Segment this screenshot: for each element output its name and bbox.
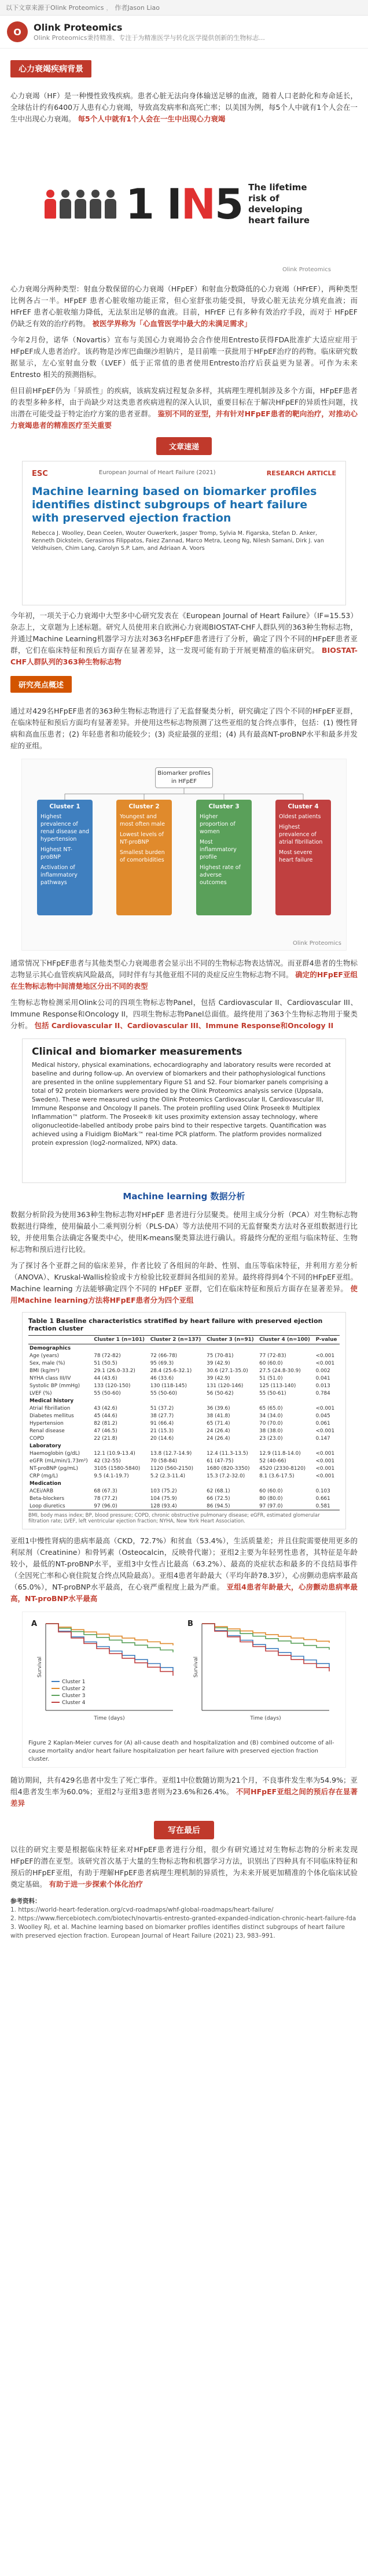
paragraph: 生物标志物检测采用Olink公司的四项生物标志物Panel，包括 Cardiovascular II、Cardiovascular III、Immune Response和Oncology II，四项生物标志物Panel总面值。最终使用了363个生物标志物用于聚类分析。 包括 Cardiovascular II、Cardiovascular III、Immune Response和Oncology II	[10, 998, 358, 1030]
paragraph: 以往的研究主要是根据临床特征来对HFpEF患者进行分组，很少有研究通过对生物标志物的分析来发现HFpEF的潜在亚型。该研究首次基于大量的生物标志物和机器学习方法，识别出了四种具有不同临床特征和预后的HFpEF亚组，有助于理解HFpEF患者病理生理机制的异质性，为未来开展更加精准的个体化临床试验奠定基础。 有助于进一步探索个体化治疗	[10, 1845, 358, 1888]
hero-ratio: 1 IN5	[125, 180, 243, 228]
account-avatar[interactable]: O	[7, 21, 28, 42]
excerpt-text: Medical history, physical examinations, echocardiography and laboratory results were recorded at baseline and during follow-up. An overview of biomarkers and their pathophysiological functions are presented in the online supplementary Figure S1 and S2. Four biomarker panels comprising a total of 92 protein biomarkers were provided by the Olink Proteomics analysis service (Uppsala, Sweden). These were measured using the Olink Proteomics Cardiovascular II, Cardiovascular III, Immune Response and Oncology II panels. The protein profiling used Olink Proseek® Multiplex Inflammation™ platform. The Proseek® kit uses proximity extension assay technology, where oligonucleotide-labelled antibody probe pairs bind to their respective targets. Quantification was achieved using a Fluidigm BioMark™ real-time PCR platform. The platform provides normalized protein expression (log2-normalized, NPX) data.	[32, 1062, 331, 1147]
x-axis-label: Time (days)	[250, 1716, 281, 1721]
section-heading-paper: 文章速递	[10, 437, 358, 455]
table-row: COPD 22 (21.8) 20 (14.6) 24 (26.4) 23 (23.0) 0.147	[30, 1435, 330, 1442]
paper-header-image	[22, 461, 346, 605]
paragraph: 心力衰竭分两种类型：射血分数保留的心力衰竭（HFpEF）和射血分数降低的心力衰竭（HFrEF），两种类型比例各占一半。HFpEF 患者心脏收缩功能正常，但心室舒张功能受损，导致心脏无法充分填充血液；而 HFrEF 患者心脏收缩力降低，无法泵出足够的血液。目前，HFrEF 已有多种有效治疗手段，而对于 HFpEF 仍缺乏有效的治疗药物。 被医学界称为「心血管医学中最大的未满足需求」	[10, 284, 358, 328]
paragraph: 亚组1中慢性肾病的患病率最高（CKD，72.7%）和贫血（53.4%），生活质量差；并且住院需要使用更多的利尿剂（Creatinine）和骨钙素（Osteocalcin，反映骨代谢）；亚组2主要为年轻男性患者，其特征是年龄较小，最低的NT-proBNP水平，亚组3中女性占比最高（63.2%）、最高的炎症状态和最多的不良结局事件（全因死亡率和心衰住院复合终点风险最高）。亚组4患者年龄最大（平均年龄78.3岁），心房颤动患病率最高（65.0%），NT-proBNP水平最高，在心衰严重程度上最为严重。 亚组4患者年龄最大，心房颤动患病率最高，NT-proBNP水平最高	[10, 1536, 358, 1603]
journal-name: European Journal of Heart Failure (2021)	[98, 470, 216, 476]
account-name[interactable]: Olink Proteomics	[34, 21, 123, 33]
cluster-2-box: Cluster 2 Youngest and most often male Lowest levels of NT-proBNP Smallest burden of comorbidities	[116, 800, 172, 915]
km-figure-image	[22, 1612, 346, 1768]
reference-item[interactable]: 1. https://world-heart-federation.org/cvd-roadmaps/whf-global-roadmaps/heart-failure/	[10, 1906, 274, 1913]
cluster-3-box: Cluster 3 Higher proportion of women Most inflammatory profile Highest rate of adverse outcomes	[196, 800, 252, 915]
table-row: Atrial fibrillation 43 (42.6) 51 (37.2) 36 (39.6) 65 (65.0) <0.001	[30, 1405, 335, 1411]
account-header[interactable]	[0, 16, 368, 49]
source-crumb[interactable]: 以下文章来源于Olink Proteomics	[6, 4, 104, 12]
section-heading-highlights: 研究亮点概述	[10, 676, 72, 693]
table-row: Age (years) 78 (72-82) 72 (66-78) 75 (70-81) 77 (72-83) <0.001	[30, 1352, 335, 1359]
table-header: Cluster 3 (n=91)	[205, 1336, 258, 1344]
esc-logo: ESC	[32, 470, 48, 478]
paragraph: 数据分析阶段为使用363种生物标志物对HFpEF 患者进行分层聚类。使用主成分分析（PCA）对生物标志物数据进行降维，使用偏最小二乘判别分析（PLS-DA）等方法使用不同的无监督聚类方法对各亚组数据进行比较，并使用集合法确定各聚类中心，使用K-means聚类算法进行确认。将最终分配的亚组与临床特征、生物标志物和预后进行比较。	[10, 1210, 358, 1254]
paragraph: 随访期间，共有429名患者中发生了死亡事件。亚组1中位数随访期为21个月，不良事件发生率为54.9%；亚组4患者发生率为60.0%；亚组2与亚组3患者则为23.6%和26.4%。 不同HFpEF亚组之间的预后存在显著差异	[10, 1776, 358, 1808]
table-row: Demographics	[30, 1345, 71, 1351]
panel-label: A	[31, 1620, 38, 1628]
table-caption: Table 1 Baseline characteristics stratified by heart failure with preserved ejection fraction cluster	[28, 1317, 323, 1332]
cluster-root: Biomarker profiles in HFpEF	[155, 767, 213, 788]
paragraph: 通过对429名HFpEF患者的363种生物标志物进行了无监督聚类分析，研究确定了四个不同的HFpEF亚群，在临床特征和预后方面均有显著差异。并使用这些标志物预测了这些亚组的复合终点事件，包括：(1) 慢性肾病和高血压患者；(2) 年轻患者和功能较少；(3) 炎症最强的亚组；(4) 具有最高NT-proBNP水平和最多并发症的亚组。	[10, 707, 358, 750]
references: 参考资料： 1. https://world-heart-federation.org/cvd-roadmaps/whf-global-roadmaps/heart-failure/ 2. https://www.fiercebiotech.com/biotech/novartis-entresto-granted-expanded-indication-chronic-heart-failure-fda 3. Woolley RJ, et al. Machine learning based on biomarker profiles identifies distinct subgroups of heart failure with preserved ejection fraction. European Journal of Heart Failure (2021) 23, 983–991.	[10, 1897, 358, 1941]
figure-caption: Figure 2 Kaplan-Meier curves for (A) all-cause death and hospitalization and (B) combined outcome of all-cause mortality and/or heart failure hospitalization per heart failure with preserved ejection fraction cluster.	[28, 1740, 334, 1762]
legend-label: Cluster 3	[62, 1693, 86, 1699]
table-header: P-value	[315, 1336, 340, 1344]
section-heading-ml: Machine learning 数据分析	[123, 1191, 245, 1202]
people-icon	[45, 190, 116, 219]
table-row: Beta-blockers 78 (77.2) 104 (75.9) 66 (72.5) 80 (80.0) 0.661	[30, 1495, 330, 1502]
paragraph: 但目前HFpEF仍为「异质性」的疾病，该病发病过程复杂多样，其病理生理机制涉及多个方面，HFpEF患者的表型多种多样，由于尚缺少对这类患者疾病进程的深入认识，重要目标在于解决HFpEF的异质性问题，找出潜在可能受益于特定治疗方案的患者亚群。 鉴别不同的亚型，并有针对HFpEF患者的靶向治疗，对推动心力衰竭患者的精准医疗至关重要	[10, 386, 358, 430]
paragraph: 为了探讨各个亚群之间的临床差异，作者比较了各组间的年龄、性别、血压等临床特征，并利用方差分析（ANOVA）、Kruskal-Wallis检验或卡方检验比较亚群间各组间的差异。最终将得到4个不同的HFpEF亚组。Machine learning 方法能够确定四个不同的 HFpEF 亚群，它们在临床特征和预后方面存在显著差异。 使用Machine learning方法将HFpEF患者分为四个亚组	[10, 1261, 358, 1304]
table-row: Hypertension 82 (81.2) 91 (66.4) 65 (71.4) 70 (70.0) 0.061	[30, 1420, 330, 1426]
reference-item[interactable]: 2. https://www.fiercebiotech.com/biotech/novartis-entresto-granted-expanded-indication-chronic-heart-failure-fda	[10, 1915, 356, 1922]
article-body	[0, 49, 368, 1952]
hero-text: The lifetime risk of developing heart failure	[248, 182, 310, 226]
table-row: Systolic BP (mmHg) 133 (120-150) 130 (118-145) 131 (120-146) 125 (113-140) 0.013	[30, 1383, 330, 1389]
km-series-4	[46, 1624, 173, 1676]
image-watermark: Olink Proteomics	[282, 267, 331, 273]
table-row: Medication	[30, 1480, 61, 1487]
cluster-diagram	[21, 759, 347, 951]
image-watermark: Olink Proteomics	[292, 940, 341, 947]
hero-image	[34, 132, 334, 276]
table-row: Diabetes mellitus 45 (44.6) 38 (27.7) 38 (41.8) 34 (34.0) 0.045	[30, 1413, 330, 1419]
km-series-2	[46, 1624, 173, 1646]
x-axis-label: Time (days)	[94, 1716, 125, 1721]
excerpt-title: Clinical and biomarker measurements	[32, 1046, 242, 1058]
table-header	[28, 1336, 93, 1344]
table-header: Cluster 1 (n=101)	[93, 1336, 149, 1344]
paragraph: 心力衰竭（HF）是一种慢性致残疾病。患者心脏无法向身体输送足够的血液，随着人口老龄化和寿命延长，全球估计约有6400万人患有心力衰竭，导致高发病率和高死亡率；以美国为例，每5个人中就有1个人会在一生中出现心力衰竭。 每5个人中就有1个人会在一生中出现心力衰竭	[10, 91, 358, 123]
y-axis-label: Survival	[37, 1656, 43, 1678]
table-header: Cluster 2 (n=137)	[149, 1336, 205, 1344]
legend-label: Cluster 1	[62, 1679, 86, 1685]
reference-item[interactable]: 3. Woolley RJ, et al. Machine learning based on biomarker profiles identifies distinct subgroups of heart failure with preserved ejection fraction. European Journal of Heart Failure (2021) 23, 983–991.	[10, 1924, 345, 1939]
table-row: Renal disease 47 (46.5) 21 (15.3) 24 (26.4) 38 (38.0) <0.001	[30, 1428, 335, 1434]
table-row: ACEi/ARB 68 (67.3) 103 (75.2) 62 (68.1) 60 (60.0) 0.103	[30, 1488, 330, 1494]
source-bar: 以下文章来源于Olink Proteomics ， 作者Jason Liao	[0, 0, 368, 16]
baseline-table	[28, 1335, 340, 1510]
paper-title: Machine learning based on biomarker profiles identifies distinct subgroups of heart failure with preserved ejection fraction	[32, 485, 317, 524]
paragraph: 今年2月份，诺华（Novartis）宣布与美国心力衰竭协会合作使用Entresto获得FDA批准扩大适应症用于HFpEF成人患者治疗。该药物是沙库巴曲缬沙坦钠片，是目前唯一获批用于HFpEF治疗的药物。临床研究数据显示，左心室射血分数（LVEF）低于正常值的患者使用Entresto治疗后获益更为显著。可作为未来 Entresto 相关的预测指标。	[10, 335, 358, 379]
author-crumb: 作者Jason Liao	[115, 4, 160, 12]
table-row: LVEF (%) 55 (50-60) 55 (50-60) 56 (50-62) 55 (50-61) 0.784	[30, 1390, 330, 1396]
legend-label: Cluster 4	[62, 1700, 86, 1706]
y-axis-label: Survival	[193, 1656, 199, 1678]
table-row: Haemoglobin (g/dL) 12.1 (10.9-13.4) 13.8 (12.7-14.9) 12.4 (11.3-13.5) 12.9 (11.8-14.0) <0.001	[30, 1450, 335, 1457]
section-heading-background: 心力衰竭疾病背景	[10, 60, 91, 77]
methods-excerpt-image	[22, 1038, 346, 1183]
table-note: BMI, body mass index; BP, blood pressure; COPD, chronic obstructive pulmonary disease; eGFR, estimated glomerular filtration rate; LVEF, left ventricular ejection fraction; NYHA, New York Heart Association.	[28, 1513, 320, 1524]
cluster-1-box: Cluster 1 Highest prevalence of renal disease and hypertension Highest NT-proBNP Activation of inflammatory pathways	[37, 800, 93, 915]
table-row: NT-proBNP (pg/mL) 3105 (1580-5840) 1120 (560-2150) 1680 (820-3350) 4520 (2330-8120) <0.001	[30, 1465, 335, 1472]
km-series-4	[202, 1624, 329, 1672]
panel-label: B	[187, 1620, 193, 1628]
legend-label: Cluster 2	[62, 1686, 86, 1692]
table-row: Loop diuretics 97 (96.0) 128 (93.4) 86 (94.5) 97 (97.0) 0.581	[28, 1502, 340, 1510]
table-row: CRP (mg/L) 9.5 (4.1-19.7) 5.2 (2.3-11.4) 15.3 (7.2-32.0) 8.1 (3.6-17.5) <0.001	[30, 1473, 335, 1479]
km-series-2	[202, 1624, 329, 1643]
account-desc: Olink Proteomics秉持精准、专注于为精准医学与转化医学提供创新的生物标志...	[34, 34, 265, 42]
section-heading-conclusion: 写在最后	[10, 1821, 358, 1839]
paper-authors: Rebecca J. Woolley, Dean Ceelen, Wouter Ouwerkerk, Jasper Tromp, Sylvia M. Figarska, Stefan D. Anker, Kenneth Dickstein, Gerasimos Filippatos, Faiez Zannad, Marco Metra, Leong Ng, Nilesh Samani, Dirk J. van Veldhuisen, Chim Lang, Carolyn S.P. Lam, and Adriaan A. Voors	[32, 530, 324, 552]
table-row: NYHA class III/IV 44 (43.6) 46 (33.6) 39 (42.9) 51 (51.0) 0.041	[30, 1375, 330, 1381]
cluster-4-box: Cluster 4 Oldest patients Highest prevalence of atrial fibrillation Most severe heart failure	[275, 800, 331, 915]
table-row: eGFR (mL/min/1.73m²) 42 (32-55) 70 (58-84) 61 (47-75) 52 (40-66) <0.001	[30, 1458, 335, 1464]
table-header: Cluster 4 (n=100)	[258, 1336, 314, 1344]
table-row: Medical history	[30, 1398, 74, 1404]
table-row: Sex, male (%) 51 (50.5) 95 (69.3) 39 (42.9) 60 (60.0) <0.001	[30, 1360, 335, 1366]
table-row: Laboratory	[30, 1443, 61, 1449]
article-type: RESEARCH ARTICLE	[266, 470, 336, 477]
paragraph: 通常情况下HFpEF患者与其他类型心力衰竭患者会显示出不同的生物标志物表达情况。而亚群4患者的生物标志物显示其心血管疾病风险最高，同时伴有与其他亚组不同的炎症反应生物标志物不同。 确定的HFpEF亚组在生物标志物中间清楚地区分出不同的表型	[10, 959, 358, 991]
paragraph: 今年初，一项关于心力衰竭中大型多中心研究发表在《European Journal of Heart Failure》（IF=15.53）杂志上，文章题为上述标题。研究人员使用来自欧洲心力衰竭BIOSTAT-CHF人群队列的363种生物标志物，并通过Machine Learning机器学习方法对363名HFpEF患者进行了分析，确定了四个不同的HFpEF患者亚群，它们在临床特征和预后方面存在显著差异，这一发现可能有助于开展更精准的临床研究。 BIOSTAT-CHF人群队列的363种生物标志物	[10, 611, 358, 666]
baseline-table-image	[22, 1312, 346, 1529]
table-row: BMI (kg/m²) 29.1 (26.0-33.2) 28.4 (25.6-32.1) 30.6 (27.1-35.0) 27.5 (24.8-30.9) 0.002	[30, 1368, 330, 1374]
km-curves	[23, 1612, 345, 1734]
